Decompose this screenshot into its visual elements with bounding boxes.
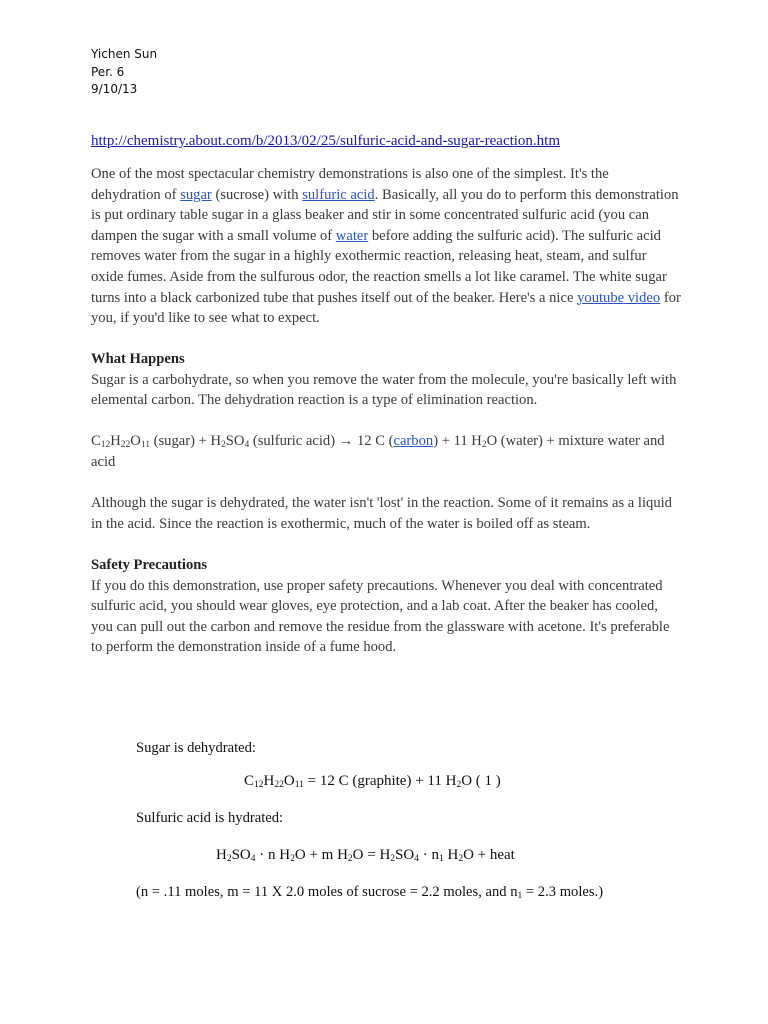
safety-section xyxy=(91,555,681,658)
eq-text: · n H xyxy=(255,847,291,863)
intro-text: . Basically, all you do to perform this demonstration is put ordinary table sugar in a glass beaker and stir in some concentrated sulfuric acid (you can dampen the sugar with a small volume of xyxy=(91,186,679,244)
eq-subscript: 11 xyxy=(140,440,150,450)
eq-subscript: 2 xyxy=(290,854,295,864)
what-happens-section xyxy=(91,349,681,411)
eq-subscript: 12 xyxy=(100,440,111,450)
eq-text: (sulfuric acid) → 12 C ( xyxy=(249,433,394,449)
carbon-link[interactable]: carbon xyxy=(393,433,434,449)
water-link[interactable]: water xyxy=(335,227,369,244)
eq-subscript: 22 xyxy=(274,780,284,790)
eq-text: H xyxy=(443,847,459,863)
what-happens-text: Sugar is a carbohydrate, so when you remove the water from the molecule, you're basically left with elemental carbon. The dehydration reaction is a type of elimination reaction. xyxy=(91,371,677,409)
eq-text: SO xyxy=(395,847,415,863)
eq-text: O + m H xyxy=(294,847,348,863)
eq-subscript: 2 xyxy=(390,854,396,864)
moles-note xyxy=(136,884,603,901)
eq-subscript: 1 xyxy=(438,854,444,864)
note-text: = 2.3 moles.) xyxy=(522,884,604,900)
eq-text: SO xyxy=(231,847,251,863)
eq-subscript: 4 xyxy=(250,854,256,864)
safety-text: If you do this demonstration, use proper safety precautions. Whenever you deal with concentrated sulfuric acid, you should wear gloves, eye protection, and a lab coat. After the beaker has cooled, you can pull out the carbon and remove the residue from the glassware with acetone. It's preferable to perform the demonstration inside of a fume hood. xyxy=(91,577,670,656)
eq-subscript: 2 xyxy=(226,854,232,864)
eq-subscript: 12 xyxy=(254,780,264,790)
eq-subscript: 2 xyxy=(481,440,487,450)
date: 9/10/13 xyxy=(91,82,138,96)
eq-text: O + heat xyxy=(463,847,515,863)
eq-text: ) + 11 H xyxy=(433,433,482,449)
eq-subscript: 1 xyxy=(517,891,523,901)
intro-text: (sucrose) with xyxy=(211,186,303,203)
eq-symbol: C xyxy=(244,773,255,789)
eq-subscript: 2 xyxy=(347,854,353,864)
eq-text: · n xyxy=(418,847,439,863)
eq-text: O = H xyxy=(352,847,391,863)
eq-subscript: 2 xyxy=(456,780,462,790)
sugar-dehydrated-label: Sugar is dehydrated: xyxy=(136,740,256,756)
eq-subscript: 22 xyxy=(120,440,131,450)
what-happens-heading: What Happens xyxy=(91,351,185,367)
youtube-video-link[interactable]: youtube video xyxy=(577,289,661,306)
student-header xyxy=(91,46,157,99)
eq-symbol: O xyxy=(283,773,295,789)
eq-text: = 12 C (graphite) + 11 H xyxy=(303,773,457,789)
eq-subscript: 11 xyxy=(294,780,304,790)
note-text: (n = .11 moles, m = 11 X 2.0 moles of sucrose = 2.2 moles, and n xyxy=(136,884,518,900)
sulfuric-acid-hydrated-label: Sulfuric acid is hydrated: xyxy=(136,810,284,826)
eq-text: (sugar) + H xyxy=(149,433,222,449)
sugar-link[interactable]: sugar xyxy=(180,186,212,203)
intro-paragraph xyxy=(91,164,681,329)
sugar-dehydration-equation xyxy=(244,773,501,790)
eq-oxygen-symbol: O xyxy=(130,433,141,449)
safety-heading: Safety Precautions xyxy=(91,557,208,573)
eq-text: O ( 1 ) xyxy=(461,773,501,789)
student-name: Yichen Sun xyxy=(91,47,158,61)
intro-text: for you, if you'd like to see what to expect. xyxy=(91,289,681,327)
eq-hydrogen-symbol: H xyxy=(110,433,121,449)
eq-text: O (water) + mixture water and acid xyxy=(91,433,665,470)
eq-subscript: 4 xyxy=(414,854,419,864)
acid-hydration-equation xyxy=(216,847,515,864)
reaction-equation xyxy=(91,431,681,472)
eq-text: SO xyxy=(225,433,245,449)
eq-symbol: H xyxy=(263,773,275,789)
eq-subscript: 4 xyxy=(244,440,250,450)
eq-text: H xyxy=(216,847,227,863)
eq-subscript: 2 xyxy=(221,440,226,450)
dehydration-paragraph: Although the sugar is dehydrated, the water isn't 'lost' in the reaction. Some of it remains as a liquid in the acid. Since the reaction is exothermic, much of the water is boiled off as steam. xyxy=(91,495,672,532)
sulfuric-acid-link[interactable]: sulfuric acid xyxy=(302,186,375,203)
eq-carbon-symbol: C xyxy=(91,433,101,449)
intro-text: One of the most spectacular chemistry demonstrations is also one of the simplest. It's the dehydration of xyxy=(91,166,609,203)
class-period: Per. 6 xyxy=(91,64,125,79)
source-url-link[interactable]: http://chemistry.about.com/b/2013/02/25/sulfuric-acid-and-sugar-reaction.htm xyxy=(91,133,561,149)
intro-text: before adding the sulfuric acid). The sulfuric acid removes water from the sugar in a highly exothermic reaction, releasing heat, steam, and sulfur oxide fumes. Aside from the sulfurous odor, the reaction smells a lot like caramel. The white sugar turns into a black carbonized tube that pushes itself out of the beaker. Here's a nice xyxy=(91,227,667,306)
eq-subscript: 2 xyxy=(458,854,464,864)
